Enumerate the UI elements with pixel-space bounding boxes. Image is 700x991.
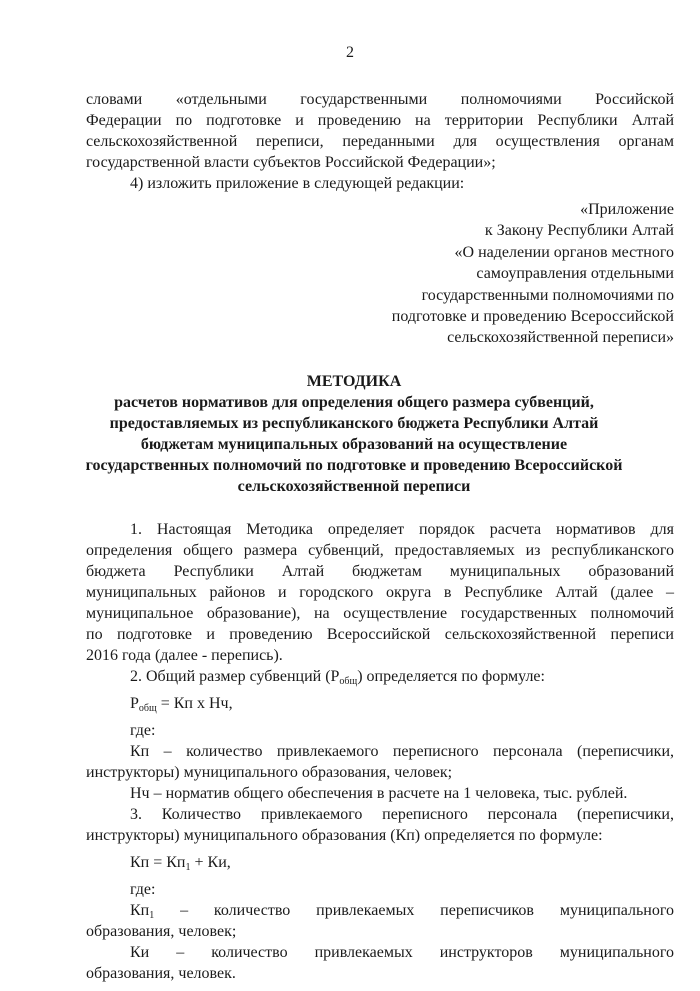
- text-line: определения общего размера субвенций, предоставляемых из республиканского: [86, 541, 674, 559]
- section-2: [86, 666, 674, 804]
- item-4: 4) изложить приложение в следующей редакции:: [130, 175, 465, 192]
- text-line: 2016 года (далее - перепись).: [86, 646, 283, 664]
- text-line: 3. Количество привлекаемого переписного персонала (переписчики,: [130, 805, 674, 823]
- section-1: [86, 519, 674, 666]
- subscript: общ: [339, 675, 358, 687]
- subtitle-line: бюджетам муниципальных образований на осуществление: [140, 435, 568, 453]
- subscript: 1: [149, 909, 155, 921]
- appendix-header: [86, 199, 674, 349]
- text-line: Федерации по подготовке и проведению на территории Республики Алтай: [86, 112, 674, 129]
- text: Кп = Кп: [130, 853, 186, 871]
- where-label: где:: [130, 880, 156, 898]
- subtitle-line: сельскохозяйственной переписи: [237, 477, 471, 495]
- text-line: инструкторы) муниципального образования, человек;: [86, 763, 453, 781]
- text-line: Ки – количество привлекаемых инструкторов муниципального: [130, 943, 674, 961]
- text-line: сельскохозяйственной переписи, переданными для осуществления органам: [86, 133, 674, 150]
- appendix-line: сельскохозяйственной переписи»: [447, 329, 674, 347]
- subscript: общ: [138, 702, 157, 714]
- text-line: по подготовке и проведению Всероссийской сельскохозяйственной переписи: [86, 625, 674, 643]
- subtitle-line: расчетов нормативов для определения общего размера субвенций,: [114, 393, 594, 411]
- appendix-line: «Приложение: [580, 201, 674, 218]
- methodology-title: МЕТОДИКА: [306, 372, 402, 390]
- text: + Ки,: [190, 853, 231, 871]
- appendix-line: «О наделении органов местного: [454, 243, 674, 261]
- text-line: муниципальное образование), на осуществление государственных полномочий: [86, 604, 674, 622]
- text-line: бюджета Республики Алтай бюджетам муниципальных образований: [86, 562, 674, 580]
- text-line: образования, человек;: [86, 922, 237, 940]
- text-line: 1. Настоящая Методика определяет порядок расчета нормативов для: [130, 520, 674, 538]
- subtitle-line: государственных полномочий по подготовке и проведению Всероссийской: [85, 456, 623, 474]
- formula-2: [86, 852, 674, 873]
- text: ) определяется по формуле:: [357, 667, 545, 685]
- subtitle-line: предоставляемых из республиканского бюджета Республики Алтай: [109, 414, 599, 432]
- text: Р: [130, 694, 139, 712]
- formula-1: [86, 693, 674, 714]
- appendix-line: государственными полномочиями по: [421, 286, 674, 304]
- text-line: инструкторы) муниципального образования (Кп) определяется по формуле:: [86, 826, 603, 844]
- where-label: где:: [130, 721, 156, 739]
- subscript: 1: [185, 861, 191, 873]
- text: – количество привлекаемых переписчиков муниципального: [154, 901, 674, 919]
- text-line: образования, человек.: [86, 964, 236, 982]
- text: Кп: [130, 901, 150, 919]
- text-line: словами «отдельными государственными полномочиями Российской: [86, 91, 674, 108]
- appendix-line: подготовке и проведению Всероссийской: [391, 308, 674, 326]
- intro-paragraph: [86, 89, 674, 194]
- text-line: государственной власти субъектов Российской Федерации»;: [86, 154, 496, 171]
- text: = Кп х Нч,: [156, 694, 233, 712]
- text: 2. Общий размер субвенций (Р: [130, 667, 340, 685]
- section-2-intro: [86, 666, 674, 687]
- page-number: 2: [346, 44, 354, 61]
- methodology-heading: [40, 371, 668, 497]
- text-line: Кп – количество привлекаемого переписного персонала (переписчики,: [130, 742, 674, 760]
- appendix-line: самоуправления отдельными: [476, 265, 674, 283]
- text-line: [86, 900, 674, 921]
- appendix-line: к Закону Республики Алтай: [484, 222, 674, 240]
- text-line: муниципальных районов и городского округа в Республике Алтай (далее –: [86, 583, 674, 601]
- text-line: Нч – норматив общего обеспечения в расчете на 1 человека, тыс. рублей.: [130, 784, 628, 802]
- section-3: [86, 804, 674, 984]
